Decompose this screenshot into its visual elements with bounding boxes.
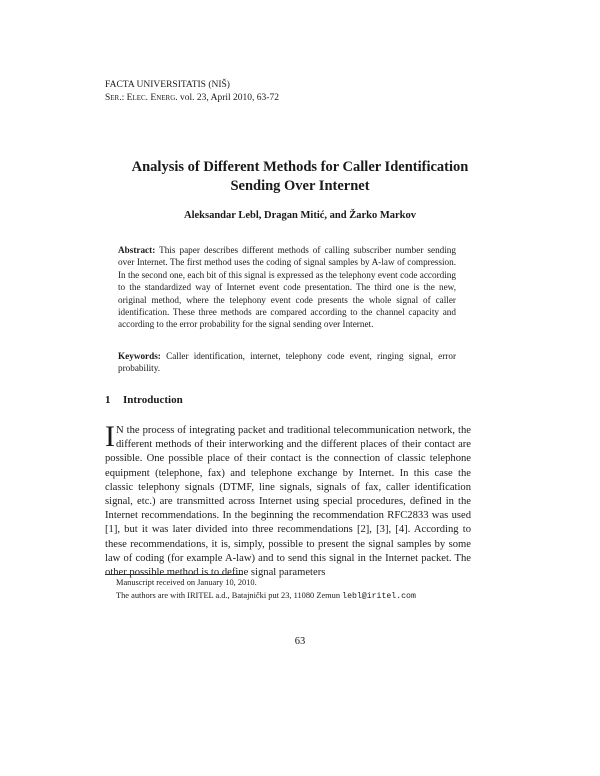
- section-heading: [105, 394, 183, 406]
- journal-name: FACTA UNIVERSITATIS (NIŠ): [105, 80, 230, 90]
- paper-authors: Aleksandar Lebl, Dragan Mitić, and Žarko Markov: [184, 210, 416, 221]
- body-paragraph: N the process of integrating packet and traditional telecommunication network, the different methods of their interworking and the different places of their contact are possible. One possible place of their contact is the connection of classic telephone equipment (telephone, fax) and telephone exchange by Internet. In this case the classic telephony signals (DTMF, line signals, signals of fax, caller identification signal, etc.) are transmitted across Internet using special procedures, defined in the Internet recommendations. In the beginning the recommendation RFC2833 was used [1], but it was later divided into three recommendations [2], [3], [4]. According to these recommendations, it is, simply, possible to present the signal samples by some law of coding (for example A-law) and to send this signal in the Internet packet. The other possible method is to define signal parameters: [105, 425, 471, 579]
- keywords: [118, 350, 456, 375]
- title-line-1: Analysis of Different Methods for Caller Identification: [131, 159, 469, 175]
- journal-volume: vol. 23, April 2010, 63-72: [180, 93, 279, 103]
- section-title: Introduction: [123, 394, 183, 406]
- footnote-rule: [105, 574, 243, 575]
- footnote-received: Manuscript received on January 10, 2010.: [116, 578, 257, 587]
- title-line-2: Sending Over Internet: [230, 178, 370, 194]
- abstract-label: Abstract:: [118, 245, 156, 255]
- journal-header: [105, 79, 279, 105]
- author-email: lebl@iritel.com: [342, 592, 416, 601]
- abstract-text: This paper describes different methods of calling subscriber number sending over Internet. The first method uses the coding of signal samples by A-law of compression. In the second one, each bit of this signal is expressed as the telephony event code according to the standardized way of Internet event code presentation. The third one is the new, original method, where the telephony event code presents the whole signal of caller identification. These three methods are compared according to the channel capacity and according to the error probability for the signal sending over Internet.: [118, 245, 456, 330]
- keywords-label: Keywords:: [118, 351, 161, 361]
- paper-title: [0, 158, 600, 196]
- section-number: 1: [105, 394, 111, 406]
- journal-series: Ser.: Elec. Energ.: [105, 93, 178, 103]
- keywords-text: Caller identification, internet, telephony code event, ringing signal, error probability.: [118, 351, 457, 374]
- abstract: [118, 244, 456, 331]
- body-text: [105, 420, 471, 580]
- journal-series-line: [105, 92, 279, 105]
- drop-cap: I: [105, 420, 115, 453]
- footnote-affiliation: [116, 591, 416, 601]
- footnote-affiliation-text: The authors are with IRITEL a.d., Batajnički put 23, 11080 Zemun: [116, 591, 341, 600]
- page-number: 63: [294, 636, 306, 647]
